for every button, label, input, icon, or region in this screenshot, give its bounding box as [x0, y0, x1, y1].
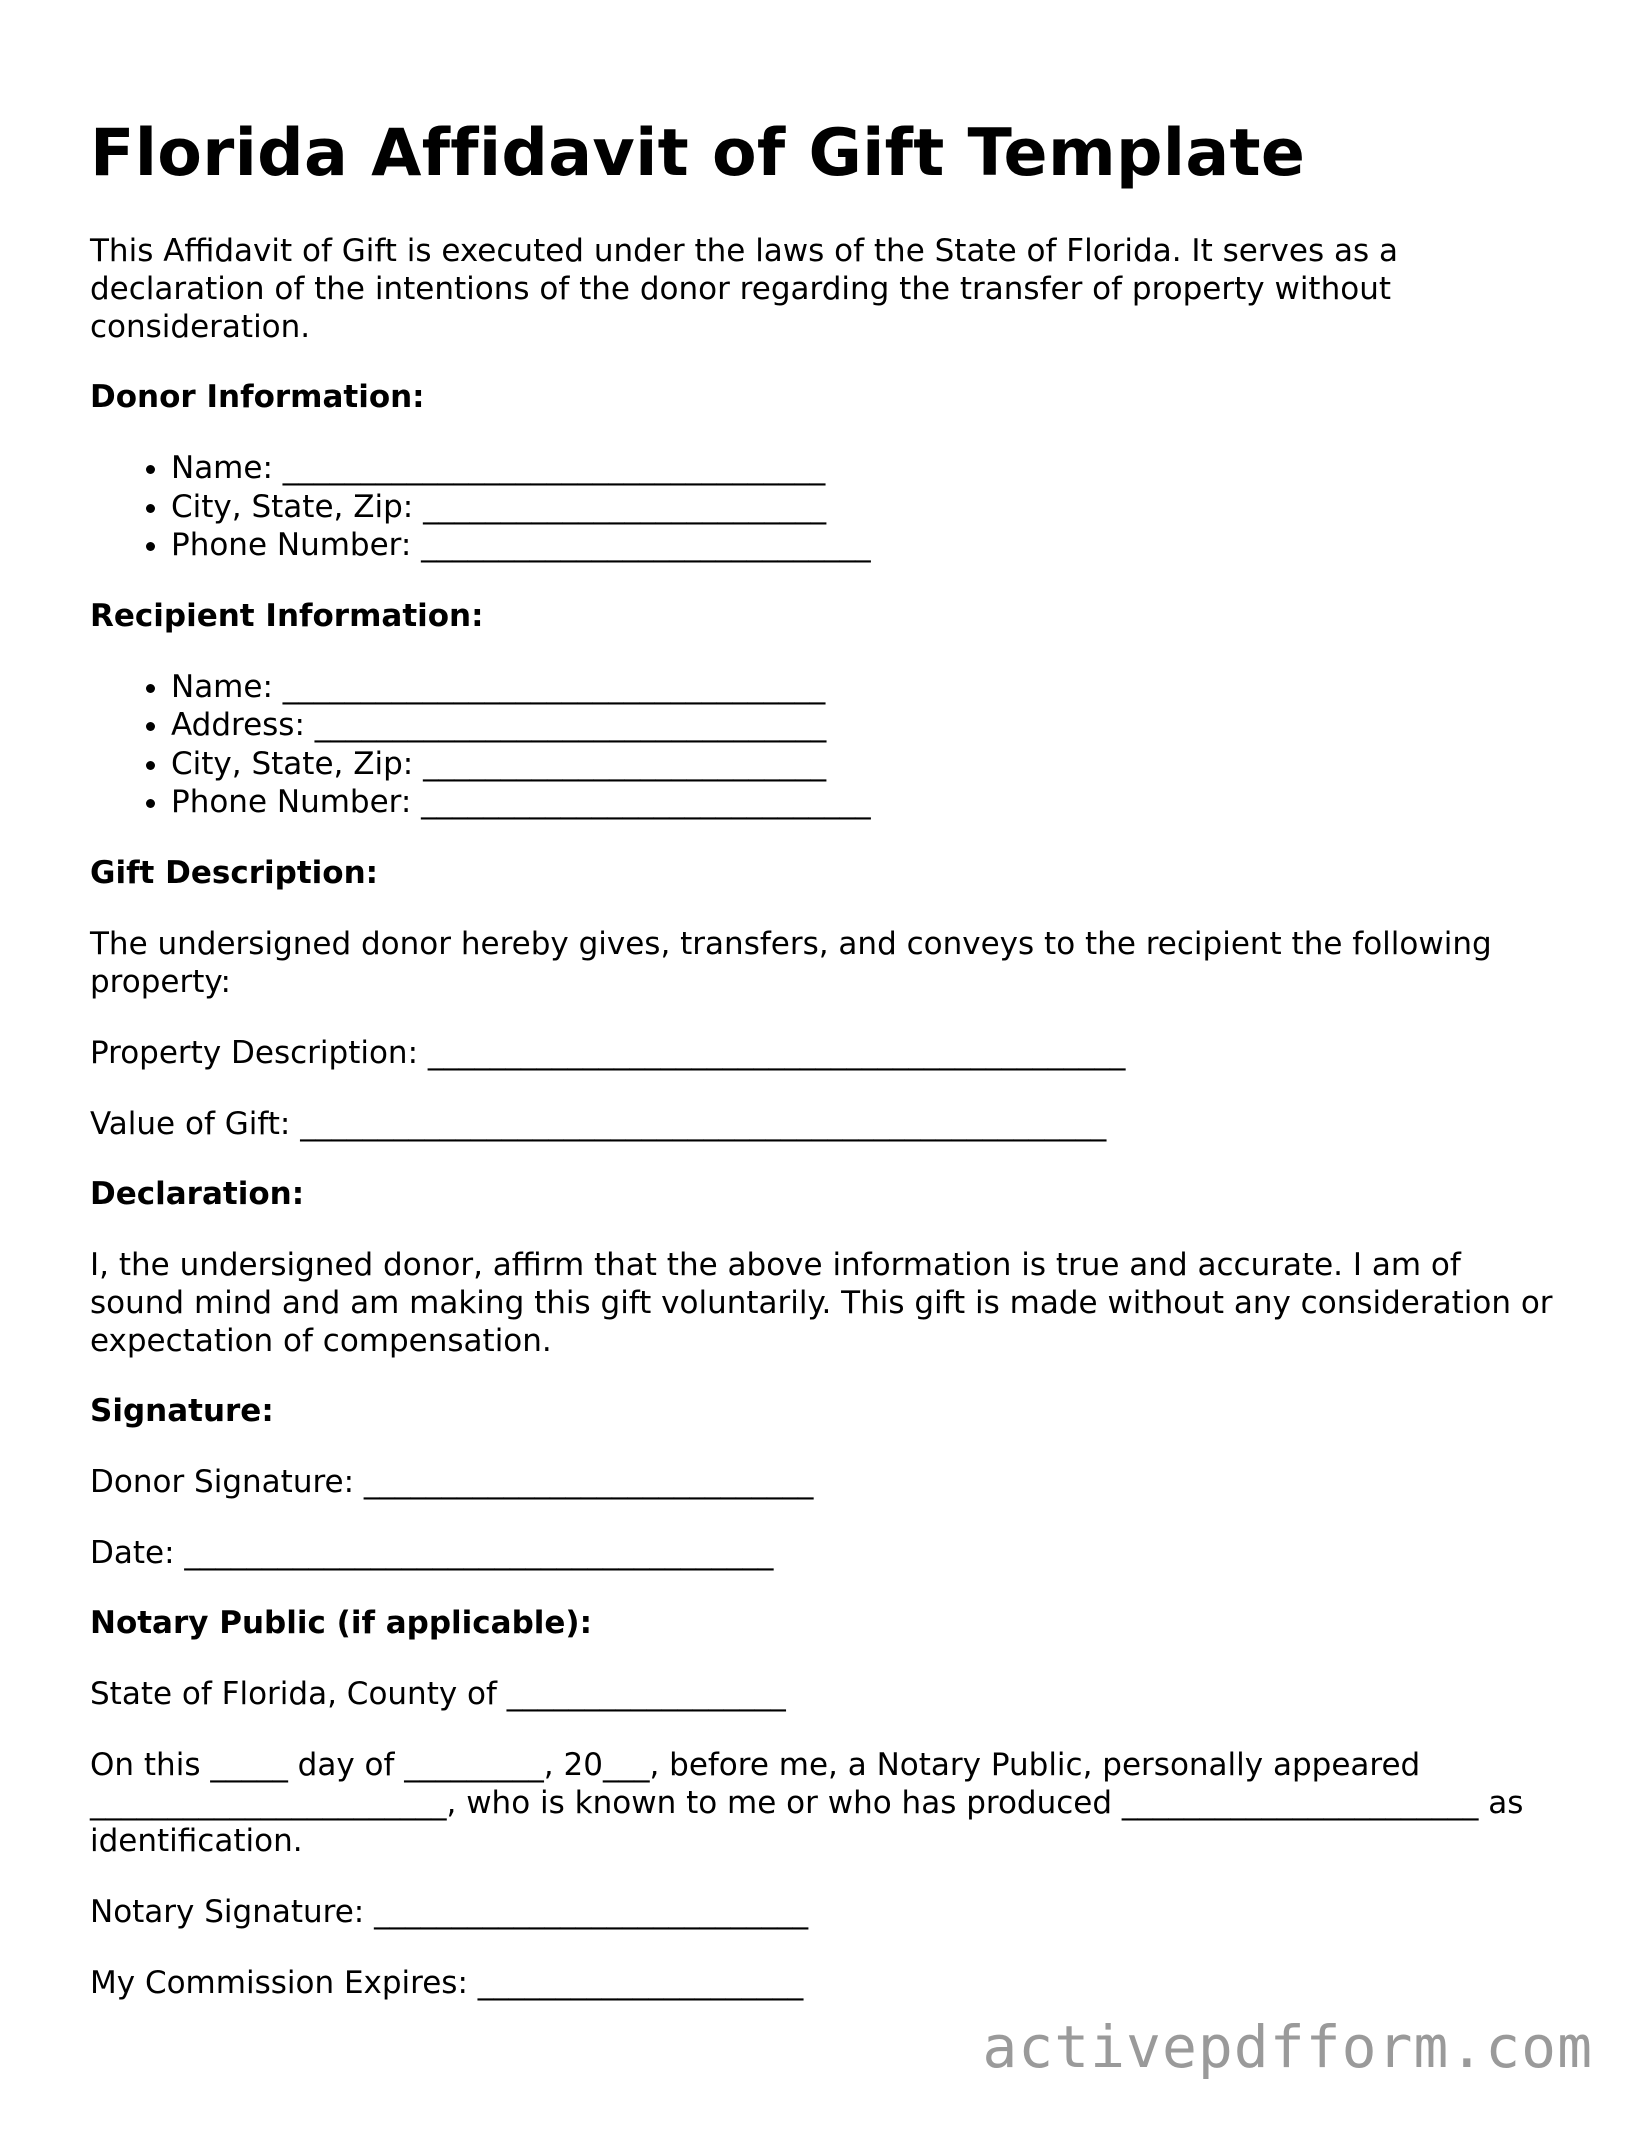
- field-blank: _________________________________: [314, 707, 827, 743]
- notary-appearance-paragraph[interactable]: On this _____ day of _________, 20___, before me, a Notary Public, personally appeared _______________________, who is known to me or who has produced _______________________ as identification.: [90, 1746, 1524, 1859]
- field-blank: _____________________________: [421, 527, 871, 563]
- field-blank: _____________________________: [363, 1463, 814, 1500]
- field-blank: _____________________________: [421, 784, 871, 820]
- recipient-field-list: [90, 668, 1560, 822]
- field-label: Phone Number:: [171, 527, 412, 563]
- field-blank: ___________________________________: [282, 668, 826, 705]
- field-label: Notary Signature:: [90, 1893, 365, 1930]
- field-blank: ___________________________________: [282, 450, 826, 486]
- document-page: [90, 0, 1560, 2002]
- donor-signature-field[interactable]: [90, 1463, 1560, 1501]
- intro-paragraph: This Affidavit of Gift is executed under the laws of the State of Florida. It serves as a declaration of the intentions of the donor regarding the transfer of property without consideration.: [90, 233, 1398, 345]
- field-label: Date:: [90, 1534, 175, 1571]
- donor-city-state-zip-field[interactable]: [171, 488, 1560, 527]
- field-label: Property Description:: [90, 1034, 419, 1071]
- declaration-heading: Declaration:: [90, 1175, 305, 1212]
- gift-paragraph: The undersigned donor hereby gives, transfers, and conveys to the recipient the following property:: [90, 925, 1492, 1000]
- field-blank: _____________________: [477, 1964, 804, 2001]
- recipient-address-field[interactable]: [171, 706, 1560, 745]
- donor-name-field[interactable]: [171, 449, 1560, 488]
- field-blank: __________________________: [423, 488, 827, 525]
- field-blank: __________________________: [423, 745, 827, 782]
- donor-phone-field[interactable]: [171, 526, 1560, 565]
- donor-field-list: [90, 449, 1560, 565]
- field-blank: ____________________________: [374, 1893, 809, 1930]
- notary-signature-field[interactable]: [90, 1893, 1560, 1931]
- donor-heading: Donor Information:: [90, 379, 425, 415]
- field-label: Phone Number:: [171, 784, 412, 820]
- field-label: Name:: [171, 668, 273, 705]
- notary-county-line[interactable]: State of Florida, County of __________________: [90, 1675, 786, 1712]
- date-field[interactable]: [90, 1534, 1560, 1572]
- field-label: City, State, Zip:: [171, 488, 414, 525]
- field-label: Value of Gift:: [90, 1105, 291, 1142]
- field-blank: _____________________________________________: [427, 1034, 1126, 1071]
- document-title: Florida Affidavit of Gift Template: [90, 116, 1306, 191]
- field-label: City, State, Zip:: [171, 745, 414, 782]
- gift-value-field[interactable]: [90, 1105, 1560, 1143]
- gift-heading: Gift Description:: [90, 854, 379, 891]
- notary-heading: Notary Public (if applicable):: [90, 1604, 592, 1641]
- commission-expires-field[interactable]: [90, 1964, 1560, 2002]
- signature-heading: Signature:: [90, 1392, 274, 1429]
- field-label: Donor Signature:: [90, 1463, 355, 1500]
- recipient-city-state-zip-field[interactable]: [171, 745, 1560, 784]
- declaration-paragraph: I, the undersigned donor, affirm that the above information is true and accurate. I am of sound mind and am making this gift voluntarily. This gift is made without any consideration or expectation of compensation.: [90, 1246, 1553, 1359]
- field-label: Name:: [171, 450, 273, 486]
- recipient-name-field[interactable]: [171, 668, 1560, 707]
- field-label: Address:: [171, 707, 305, 743]
- watermark: activepdfform.com: [982, 2013, 1593, 2081]
- property-description-field[interactable]: [90, 1034, 1560, 1072]
- field-blank: ______________________________________: [184, 1534, 774, 1571]
- field-label: My Commission Expires:: [90, 1964, 468, 2001]
- recipient-phone-field[interactable]: [171, 783, 1560, 822]
- field-blank: ____________________________________________________: [300, 1105, 1107, 1142]
- recipient-heading: Recipient Information:: [90, 597, 484, 634]
